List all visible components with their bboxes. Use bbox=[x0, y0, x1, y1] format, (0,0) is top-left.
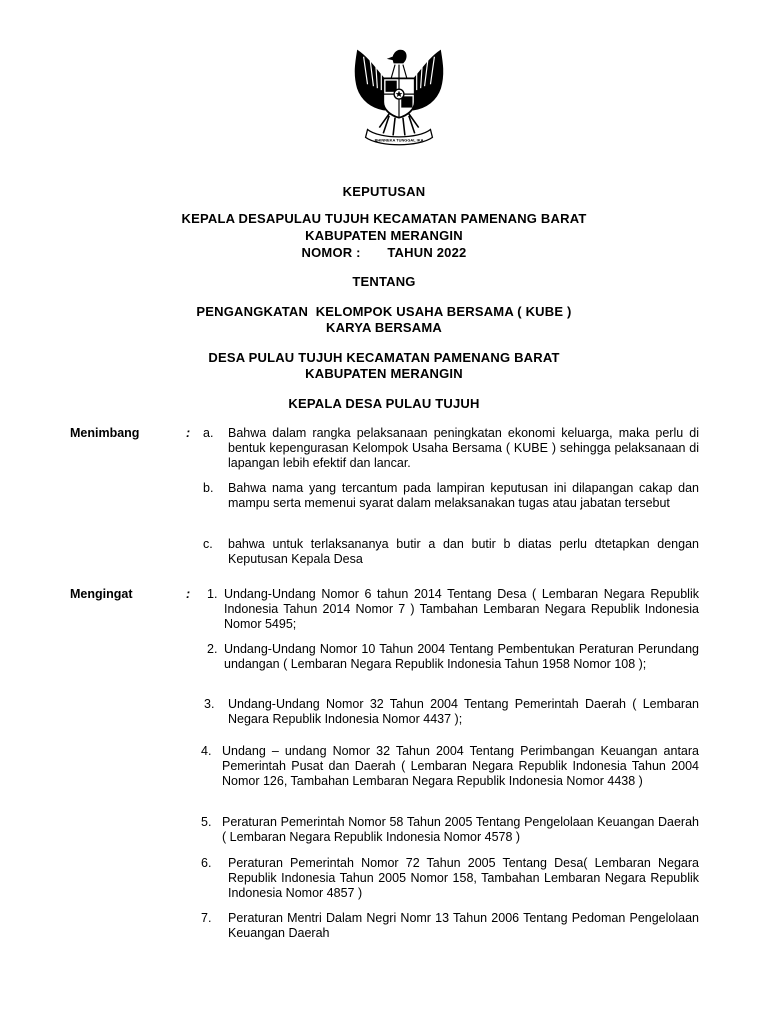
emblem-motto: BHINNEKA TUNGGAL IKA bbox=[374, 137, 424, 143]
item-text: Undang-Undang Nomor 10 Tahun 2004 Tentang Pembentukan Peraturan Perundang undangan ( Lembaran Negara Republik Indonesia Tahun 1958 Nomor 108 ); bbox=[224, 642, 699, 672]
item-marker: 3. bbox=[204, 697, 215, 711]
item-text: Undang-Undang Nomor 6 tahun 2014 Tentang Desa ( Lembaran Negara Republik Indonesia Tahun 2014 Nomor 7 ) Tambahan Lembaran Negara Republik Indonesia Nomor 5495; bbox=[224, 587, 699, 632]
menimbang-colon: : bbox=[186, 426, 191, 440]
subject-line-2: KARYA BERSAMA bbox=[325, 320, 442, 335]
item-marker: a. bbox=[203, 426, 214, 440]
item-text: Undang – undang Nomor 32 Tahun 2004 Tentang Perimbangan Keuangan antara Pemerintah Pusat dan Daerah ( Lembaran Negara Republik Indonesia Tahun 2004 Nomor 126, Tambahan Lembaran Negara Republik Indonesia Nomor 4438 ) bbox=[222, 744, 699, 789]
item-text: Peraturan Pemerintah Nomor 58 Tahun 2005 Tentang Pengelolaan Keuangan Daerah ( Lembaran Negara Republik Indonesia Nomor 4578 ) bbox=[222, 815, 699, 845]
place-line-2: KABUPATEN MERANGIN bbox=[305, 366, 463, 381]
item-marker: 1. bbox=[207, 587, 218, 601]
place-line-1: DESA PULAU TUJUH KECAMATAN PAMENANG BARAT bbox=[208, 350, 560, 365]
item-marker: 2. bbox=[207, 642, 218, 656]
item-marker: b. bbox=[203, 481, 214, 495]
header-line-2: KABUPATEN MERANGIN bbox=[305, 228, 463, 243]
header-line-1: KEPALA DESAPULAU TUJUH KECAMATAN PAMENANG BARAT bbox=[181, 211, 587, 226]
item-marker: c. bbox=[203, 537, 213, 551]
item-text: Undang-Undang Nomor 32 Tahun 2004 Tentang Pemerintah Daerah ( Lembaran Negara Republik Indonesia Nomor 4437 ); bbox=[228, 697, 699, 727]
item-text: Peraturan Pemerintah Nomor 72 Tahun 2005 Tentang Desa( Lembaran Negara Republik Indonesia Tahun 2005 Nomor 158, Tambahan Lembaran Negara Republik Indonesia Nomor 4857 ) bbox=[228, 856, 699, 901]
official-title: KEPALA DESA PULAU TUJUH bbox=[288, 396, 480, 411]
item-text: Peraturan Mentri Dalam Negri Nomr 13 Tahun 2006 Tentang Pedoman Pengelolaan Keuangan Daerah bbox=[228, 911, 699, 941]
item-text: Bahwa dalam rangka pelaksanaan peningkatan ekonomi keluarga, maka perlu di bentuk kepengurasan Kelompok Usaha Bersama ( KUBE ) sehingga pelaksanaan di lapangan lebih efektif dan lancar. bbox=[228, 426, 699, 471]
tentang-heading: TENTANG bbox=[352, 274, 416, 289]
item-marker: 4. bbox=[201, 744, 212, 758]
mengingat-label: Mengingat bbox=[70, 587, 133, 601]
item-text: bahwa untuk terlaksananya butir a dan butir b diatas perlu dtetapkan dengan Keputusan Kepala Desa bbox=[228, 537, 699, 567]
doc-title: KEPUTUSAN bbox=[342, 184, 426, 199]
subject-line-1: PENGANGKATAN KELOMPOK USAHA BERSAMA ( KUBE ) bbox=[196, 304, 572, 319]
mengingat-colon: : bbox=[186, 587, 191, 601]
item-marker: 5. bbox=[201, 815, 212, 829]
garuda-emblem-icon bbox=[340, 44, 458, 156]
item-marker: 7. bbox=[201, 911, 212, 925]
header-number: NOMOR : TAHUN 2022 bbox=[301, 245, 467, 260]
menimbang-label: Menimbang bbox=[70, 426, 140, 440]
item-text: Bahwa nama yang tercantum pada lampiran keputusan ini dilapangan cakap dan mampu serta memenui syarat dalam melaksanakan tugas atau jabatan tersebut bbox=[228, 481, 699, 511]
item-marker: 6. bbox=[201, 856, 212, 870]
